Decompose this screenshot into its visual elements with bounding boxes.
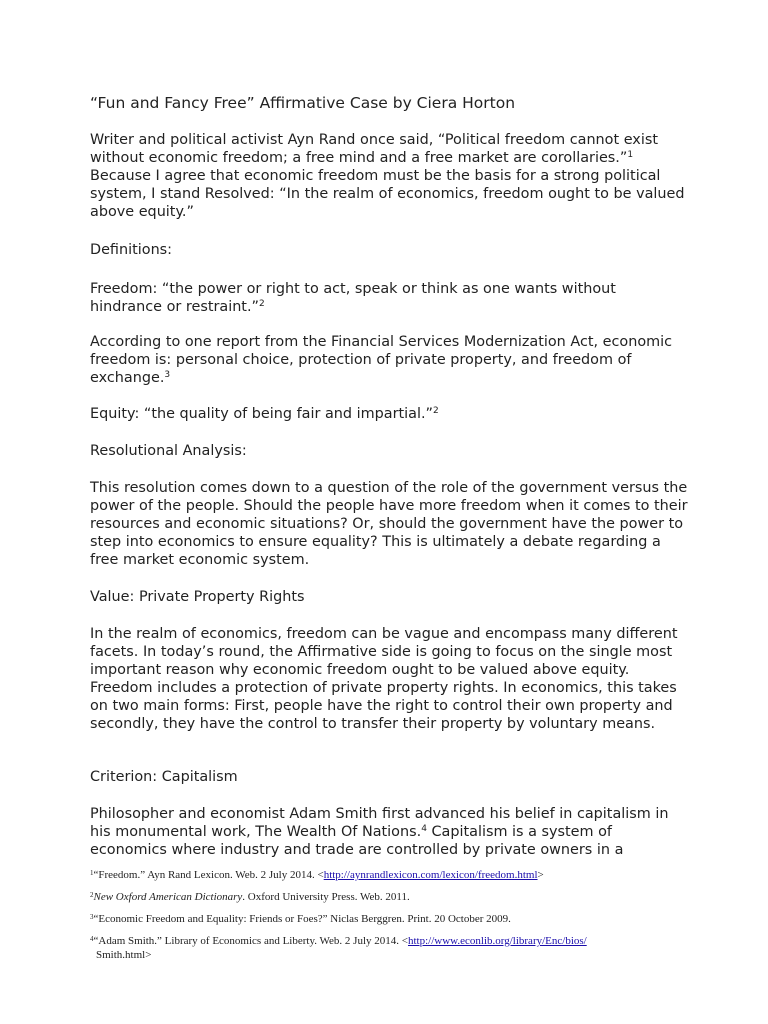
footnotes	[90, 868, 690, 970]
analysis-paragraph: This resolution comes down to a question of the role of the government versus the power of the people. Should the people have more freedom when it comes to their resources and economic situations? Or, should the government have the power to step into economics to ensure equality? This is ultimately a debate regarding a free market economic system.	[90, 480, 688, 568]
economic-freedom-definition	[90, 333, 690, 387]
footnote-2: $^2$New Oxford American Dictionary. Oxford University Press. Web. 2011.	[90, 891, 410, 903]
equity-definition	[90, 405, 690, 423]
footnote-1: $^1$“Freedom.” Ayn Rand Lexicon. Web. 2 July 2014. <http://aynrandlexicon.com/lexicon/freedom.html>	[90, 869, 544, 881]
criterion-paragraph	[90, 805, 690, 859]
economic-freedom-text: According to one report from the Financial Services Modernization Act, economic freedom is: personal choice, protection of private property, and freedom of exchange.	[90, 334, 673, 386]
footnote-ref: 1	[627, 150, 634, 160]
footnote-ref: 2	[258, 299, 265, 309]
value-paragraph: In the realm of economics, freedom can be vague and encompass many different facets. In today’s round, the Affirmative side is going to focus on the single most important reason why economic freedom ought to be valued above equity. Freedom includes a protection of private property rights. In economics, this takes on two main forms: First, people have the right to control their own property and secondly, they have the control to transfer their property by voluntary means.	[90, 626, 678, 732]
definitions-heading: Definitions:	[90, 242, 173, 258]
freedom-definition	[90, 280, 690, 316]
intro-text: Writer and political activist Ayn Rand once said, “Political freedom cannot exist without economic freedom; a free mind and a free market are corollaries.”	[90, 132, 658, 166]
analysis-heading: Resolutional Analysis:	[90, 443, 247, 459]
footnote-4: $^4$“Adam Smith.” Library of Economics and Liberty. Web. 2 July 2014. <http://www.econlib.org/library/Enc/bios/ Smith.html>	[90, 935, 587, 961]
freedom-definition-text: Freedom: “the power or right to act, speak or think as one wants without hindrance or restraint.”	[90, 281, 616, 315]
footnote-ref: 4	[421, 824, 427, 834]
criterion-text-cont: Capitalism is a system of economics where industry and trade are controlled by private owners in a	[90, 824, 624, 858]
document-title: “Fun and Fancy Free” Affirmative Case by Ciera Horton	[90, 94, 516, 112]
footnote-ref: 2	[433, 406, 439, 416]
equity-definition-text: Equity: “the quality of being fair and impartial.”	[90, 406, 433, 422]
footnote-3: $^3$“Economic Freedom and Equality: Friends or Foes?” Niclas Berggren. Print. 20 October 2009.	[90, 913, 511, 925]
footnote-link[interactable]: http://www.econlib.org/library/Enc/bios/	[407, 935, 587, 947]
value-heading: Value: Private Property Rights	[90, 589, 305, 605]
criterion-text: Philosopher and economist Adam Smith first advanced his belief in capitalism in his monumental work, The Wealth Of Nations.	[90, 806, 669, 840]
criterion-heading: Criterion: Capitalism	[90, 769, 238, 785]
footnote-link[interactable]: http://aynrandlexicon.com/lexicon/freedom.html	[323, 869, 538, 881]
intro-text-cont: Because I agree that economic freedom must be the basis for a strong political system, I stand Resolved: “In the realm of economics, freedom ought to be valued above equity.”	[90, 168, 685, 220]
intro-paragraph	[90, 131, 690, 221]
footnote-ref: 3	[164, 370, 171, 380]
